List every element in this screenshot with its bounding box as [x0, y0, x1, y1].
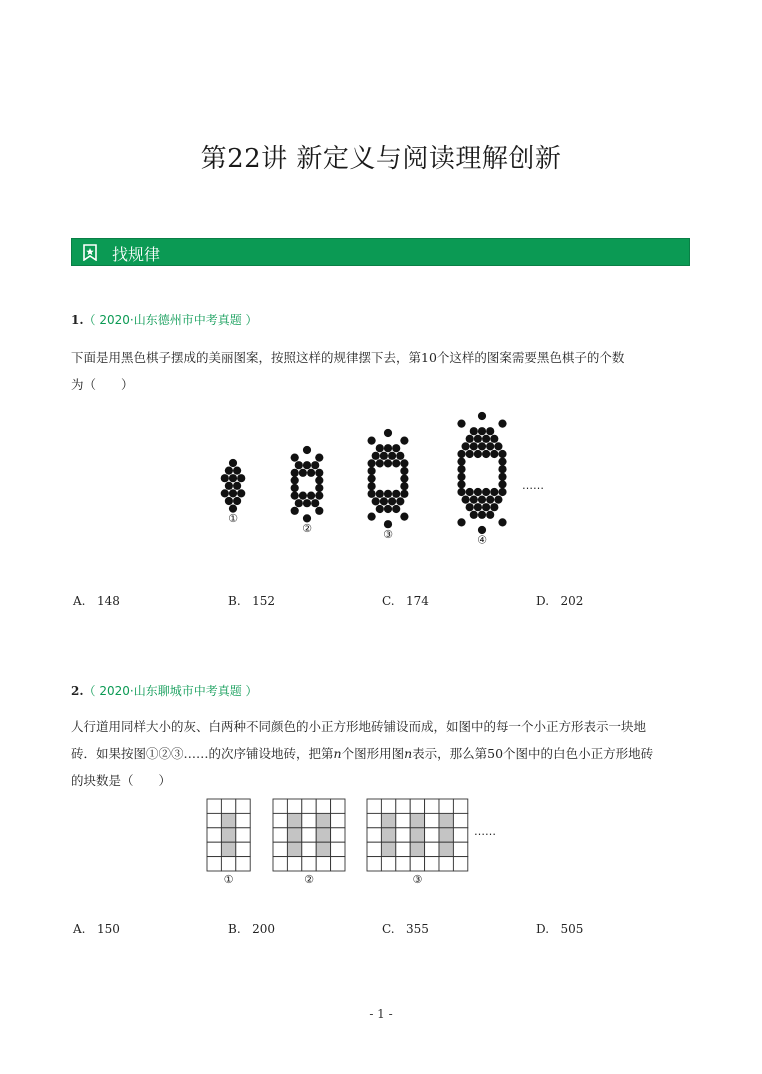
gray-tile	[410, 813, 424, 827]
chess-piece	[384, 444, 392, 452]
chess-piece	[494, 496, 502, 504]
chess-piece	[482, 488, 490, 496]
chess-piece	[299, 492, 307, 500]
text-span: 个图形用图	[341, 746, 405, 761]
chess-piece	[466, 488, 474, 496]
gray-tile	[221, 828, 235, 842]
gray-tile	[287, 813, 301, 827]
question-2-header	[71, 682, 258, 699]
white-tile	[367, 828, 381, 842]
chess-piece	[498, 488, 506, 496]
chess-piece	[372, 497, 380, 505]
chess-piece	[368, 482, 376, 490]
chess-piece	[225, 482, 233, 490]
math-variable: n	[333, 746, 342, 761]
chess-piece	[295, 499, 303, 507]
option-value: 148	[96, 594, 120, 608]
chess-piece	[237, 474, 245, 482]
chess-piece	[498, 518, 506, 526]
chess-piece	[303, 461, 311, 469]
chess-piece	[494, 442, 502, 450]
white-tile	[410, 799, 424, 813]
chess-piece	[474, 435, 482, 443]
white-tile	[396, 842, 410, 856]
chess-piece	[376, 444, 384, 452]
question-2-text	[71, 713, 701, 794]
chess-piece	[474, 450, 482, 458]
gray-tile	[439, 842, 453, 856]
chess-piece	[400, 513, 408, 521]
white-tile	[287, 799, 301, 813]
chess-piece	[498, 450, 506, 458]
chess-piece	[490, 488, 498, 496]
option-letter: B.	[228, 922, 241, 936]
chess-piece	[380, 497, 388, 505]
option-value: 174	[406, 594, 429, 608]
white-tile	[207, 813, 221, 827]
white-tile	[236, 857, 250, 871]
white-tile	[236, 799, 250, 813]
chess-piece	[307, 469, 315, 477]
page-title: 第22讲 新定义与阅读理解创新	[200, 144, 562, 174]
figure-label: ①	[223, 873, 234, 886]
chess-piece	[478, 496, 486, 504]
gray-tile	[316, 842, 330, 856]
white-tile	[453, 842, 467, 856]
option-b[interactable]	[228, 922, 275, 936]
chess-piece	[478, 412, 486, 420]
chess-piece	[470, 511, 478, 519]
gray-tile	[316, 813, 330, 827]
chess-piece	[225, 497, 233, 505]
white-tile	[273, 799, 287, 813]
chess-piece	[466, 435, 474, 443]
gray-tile	[410, 842, 424, 856]
white-tile	[207, 828, 221, 842]
bookmark-star-icon	[82, 244, 98, 261]
chess-piece	[470, 442, 478, 450]
chess-piece	[478, 427, 486, 435]
option-letter: C.	[382, 922, 395, 936]
chess-piece	[311, 499, 319, 507]
option-value: 150	[96, 922, 120, 936]
chess-piece	[384, 459, 392, 467]
chess-piece	[229, 459, 237, 467]
question-1-header	[71, 311, 258, 328]
question-text-line: 下面是用黑色棋子摆成的美丽图案，按照这样的规律摆下去，第10个这样的图案需要黑色棋子的个数	[71, 350, 625, 365]
question-text-line: 人行道用同样大小的灰、白两种不同颜色的小正方形地砖铺设而成，如图中的每一个小正方形表示一块地	[71, 719, 647, 734]
chess-piece	[486, 511, 494, 519]
chess-piece	[457, 488, 465, 496]
chess-piece	[457, 473, 465, 481]
ellipsis: ……	[474, 825, 496, 838]
option-c[interactable]	[382, 594, 429, 608]
white-tile	[331, 799, 345, 813]
white-tile	[425, 857, 439, 871]
chess-piece	[457, 458, 465, 466]
chess-piece	[396, 452, 404, 460]
chess-piece	[486, 442, 494, 450]
chess-piece	[229, 474, 237, 482]
chess-piece	[237, 489, 245, 497]
chess-piece	[457, 450, 465, 458]
question-source: （ 2020·山东聊城市中考真题 ）	[83, 684, 258, 698]
page-number: - 1 -	[369, 1007, 393, 1021]
text-span: 砖．如果按图①②③……的次序铺设地砖，把第	[71, 746, 334, 761]
chess-piece	[311, 461, 319, 469]
white-tile	[396, 857, 410, 871]
white-tile	[331, 828, 345, 842]
chess-piece	[376, 505, 384, 513]
chess-piece	[400, 437, 408, 445]
white-tile	[453, 799, 467, 813]
white-tile	[396, 799, 410, 813]
gray-tile	[439, 828, 453, 842]
chess-piece	[225, 467, 233, 475]
text-span: 表示，那么第50个图中的白色小正方形地砖	[412, 746, 654, 761]
option-value: 355	[406, 922, 429, 936]
figure-label: ②	[304, 873, 314, 886]
figure-label: ④	[477, 533, 487, 547]
white-tile	[273, 813, 287, 827]
chess-piece	[498, 473, 506, 481]
chess-piece	[388, 452, 396, 460]
white-tile	[331, 857, 345, 871]
chess-piece	[474, 488, 482, 496]
white-tile	[273, 842, 287, 856]
chess-piece	[498, 465, 506, 473]
white-tile	[439, 799, 453, 813]
option-value: 505	[560, 922, 584, 936]
chess-piece	[307, 492, 315, 500]
question-number: 2.	[71, 684, 84, 698]
chess-piece	[482, 450, 490, 458]
chess-piece	[315, 476, 323, 484]
white-tile	[425, 799, 439, 813]
white-tile	[207, 799, 221, 813]
chess-piece	[291, 469, 299, 477]
chess-piece	[392, 444, 400, 452]
chess-piece	[372, 452, 380, 460]
chess-piece	[221, 474, 229, 482]
chess-piece	[368, 475, 376, 483]
question-text-line: 的块数是（ ）	[71, 773, 172, 788]
white-tile	[207, 857, 221, 871]
chess-piece	[400, 459, 408, 467]
chess-piece	[392, 459, 400, 467]
chess-piece	[233, 467, 241, 475]
chess-piece	[462, 442, 470, 450]
chess-piece	[221, 489, 229, 497]
white-tile	[331, 813, 345, 827]
chess-piece	[474, 503, 482, 511]
option-letter: A.	[73, 594, 86, 608]
gray-tile	[381, 842, 395, 856]
white-tile	[302, 799, 316, 813]
chess-piece	[470, 496, 478, 504]
white-tile	[273, 828, 287, 842]
chess-piece	[498, 480, 506, 488]
option-a[interactable]	[73, 594, 120, 608]
chess-piece	[376, 459, 384, 467]
chess-piece	[400, 490, 408, 498]
chess-piece	[233, 482, 241, 490]
chess-piece	[490, 503, 498, 511]
chess-pattern-figure	[200, 405, 560, 570]
white-tile	[367, 842, 381, 856]
chess-piece	[315, 469, 323, 477]
chess-piece	[384, 429, 392, 437]
chess-piece	[368, 490, 376, 498]
chess-piece	[368, 513, 376, 521]
chess-piece	[303, 446, 311, 454]
chess-piece	[368, 459, 376, 467]
question-number: 1.	[71, 313, 84, 327]
chess-piece	[380, 452, 388, 460]
chess-piece	[315, 507, 323, 515]
white-tile	[331, 842, 345, 856]
figure-label: ①	[228, 512, 238, 526]
white-tile	[381, 857, 395, 871]
option-c[interactable]	[382, 922, 429, 936]
chess-piece	[490, 435, 498, 443]
gray-tile	[287, 828, 301, 842]
chess-piece	[462, 496, 470, 504]
white-tile	[425, 813, 439, 827]
chess-piece	[388, 497, 396, 505]
option-letter: D.	[536, 922, 550, 936]
option-letter: D.	[536, 594, 550, 608]
chess-piece	[482, 503, 490, 511]
chess-piece	[457, 465, 465, 473]
chess-piece	[315, 492, 323, 500]
chess-piece	[457, 480, 465, 488]
chess-piece	[384, 505, 392, 513]
white-tile	[302, 813, 316, 827]
white-tile	[381, 799, 395, 813]
white-tile	[221, 799, 235, 813]
question-1-text	[71, 344, 701, 398]
chess-piece	[315, 454, 323, 462]
white-tile	[367, 813, 381, 827]
chess-piece	[396, 497, 404, 505]
option-letter: C.	[382, 594, 395, 608]
white-tile	[221, 857, 235, 871]
chess-piece	[291, 476, 299, 484]
white-tile	[396, 813, 410, 827]
white-tile	[236, 842, 250, 856]
tile-pattern-figure	[200, 795, 510, 890]
white-tile	[439, 857, 453, 871]
white-tile	[302, 857, 316, 871]
chess-piece	[400, 475, 408, 483]
chess-piece	[498, 420, 506, 428]
chess-piece	[315, 484, 323, 492]
chess-piece	[400, 482, 408, 490]
white-tile	[236, 828, 250, 842]
chess-piece	[490, 450, 498, 458]
chess-piece	[400, 467, 408, 475]
chess-piece	[299, 469, 307, 477]
section-header	[71, 238, 690, 266]
chess-piece	[291, 484, 299, 492]
math-variable: n	[404, 746, 413, 761]
white-tile	[453, 857, 467, 871]
white-tile	[367, 799, 381, 813]
figure-label: ③	[383, 527, 393, 541]
chess-piece	[384, 490, 392, 498]
white-tile	[287, 857, 301, 871]
white-tile	[273, 857, 287, 871]
chess-piece	[457, 420, 465, 428]
chess-piece	[368, 437, 376, 445]
chess-piece	[466, 450, 474, 458]
gray-tile	[287, 842, 301, 856]
chess-piece	[478, 511, 486, 519]
chess-piece	[486, 496, 494, 504]
white-tile	[410, 857, 424, 871]
option-letter: A.	[73, 922, 86, 936]
chess-piece	[470, 427, 478, 435]
option-d[interactable]	[536, 922, 583, 936]
section-label: 找规律	[112, 245, 161, 264]
white-tile	[236, 813, 250, 827]
gray-tile	[316, 828, 330, 842]
gray-tile	[221, 842, 235, 856]
chess-piece	[233, 497, 241, 505]
white-tile	[302, 842, 316, 856]
question-source: （ 2020·山东德州市中考真题 ）	[83, 313, 258, 327]
white-tile	[453, 828, 467, 842]
question-text-line	[71, 740, 701, 767]
option-letter: B.	[228, 594, 241, 608]
white-tile	[425, 842, 439, 856]
figure-label: ②	[302, 522, 312, 535]
option-b[interactable]	[228, 594, 275, 608]
gray-tile	[381, 828, 395, 842]
white-tile	[207, 842, 221, 856]
option-value: 200	[252, 922, 275, 936]
white-tile	[367, 857, 381, 871]
chess-piece	[478, 442, 486, 450]
chess-piece	[368, 467, 376, 475]
chess-piece	[498, 458, 506, 466]
chess-piece	[466, 503, 474, 511]
option-value: 152	[252, 594, 275, 608]
chess-piece	[486, 427, 494, 435]
chess-piece	[376, 490, 384, 498]
chess-piece	[392, 490, 400, 498]
chess-piece	[291, 454, 299, 462]
gray-tile	[410, 828, 424, 842]
white-tile	[396, 828, 410, 842]
white-tile	[453, 813, 467, 827]
chess-piece	[303, 499, 311, 507]
chess-piece	[291, 507, 299, 515]
chess-piece	[392, 505, 400, 513]
white-tile	[425, 828, 439, 842]
question-text-line: 为（ ）	[71, 377, 134, 392]
chess-piece	[457, 518, 465, 526]
gray-tile	[221, 813, 235, 827]
chess-piece	[295, 461, 303, 469]
chess-piece	[229, 489, 237, 497]
white-tile	[302, 828, 316, 842]
figure-label: ③	[412, 873, 423, 886]
white-tile	[316, 799, 330, 813]
option-a[interactable]	[73, 922, 120, 936]
chess-piece	[482, 435, 490, 443]
chess-piece	[291, 492, 299, 500]
white-tile	[316, 857, 330, 871]
gray-tile	[381, 813, 395, 827]
ellipsis: ……	[522, 479, 544, 492]
gray-tile	[439, 813, 453, 827]
option-d[interactable]	[536, 594, 583, 608]
option-value: 202	[560, 594, 584, 608]
